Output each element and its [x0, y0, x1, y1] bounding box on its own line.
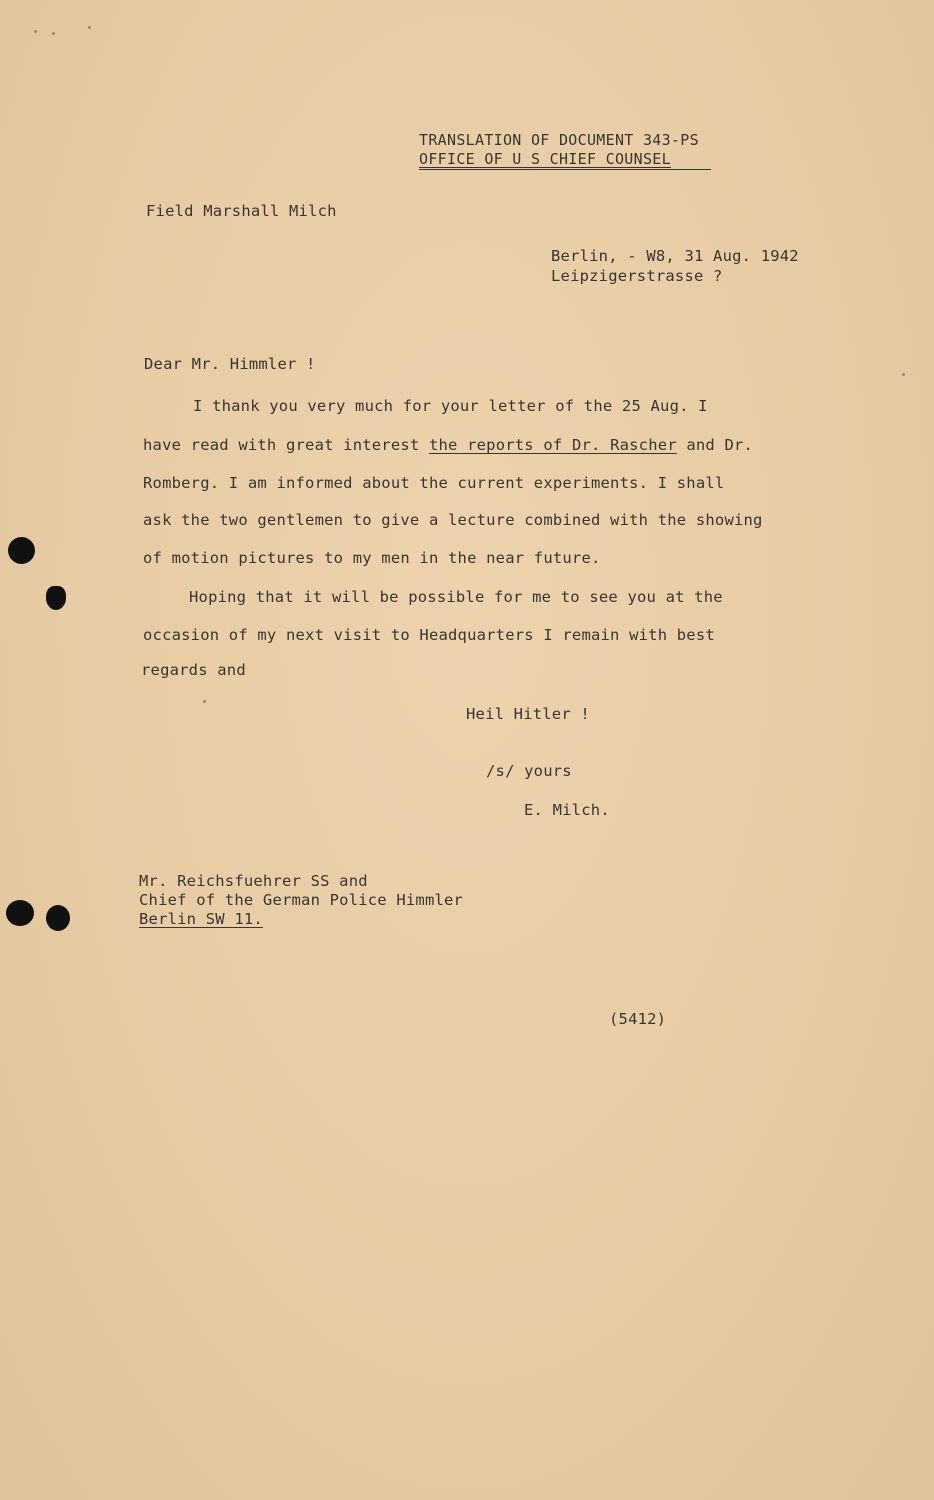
body-line: ask the two gentlemen to give a lecture combined with the showing	[143, 511, 763, 529]
punch-hole-bottom-right	[46, 905, 70, 931]
signature-line: /s/ yours	[486, 762, 572, 780]
document-header-title: TRANSLATION OF DOCUMENT 343-PS	[419, 131, 699, 149]
paper-speck	[88, 26, 91, 29]
paper-speck	[34, 30, 37, 33]
underlined-reports-text: the reports of Dr. Rascher	[428, 436, 677, 454]
header-underline	[419, 169, 711, 170]
recipient-title: Mr. Reichsfuehrer SS and	[139, 872, 368, 890]
signer-name: E. Milch.	[524, 801, 610, 819]
body-line: occasion of my next visit to Headquarters I remain with best	[143, 626, 715, 644]
body-line	[143, 436, 753, 454]
paper-speck	[203, 700, 206, 703]
sender-name: Field Marshall Milch	[146, 202, 337, 220]
body-line: Hoping that it will be possible for me to see you at the	[189, 588, 723, 606]
closing-greeting: Heil Hitler !	[466, 705, 590, 723]
document-number: (5412)	[609, 1010, 667, 1028]
document-header-office: OFFICE OF U S CHIEF COUNSEL	[419, 150, 671, 168]
punch-hole-bottom-left	[6, 900, 34, 926]
punch-hole-middle	[46, 586, 66, 610]
punch-hole-top	[8, 537, 35, 564]
body-line: Romberg. I am informed about the current experiments. I shall	[143, 474, 725, 492]
paper-speck	[902, 373, 905, 376]
street-address: Leipzigerstrasse ?	[551, 267, 723, 285]
place-date: Berlin, - W8, 31 Aug. 1942	[551, 247, 799, 265]
recipient-position: Chief of the German Police Himmler	[139, 891, 464, 909]
salutation: Dear Mr. Himmler !	[144, 355, 316, 373]
body-text: and Dr.	[676, 436, 754, 454]
body-line: I thank you very much for your letter of the 25 Aug. I	[193, 397, 708, 415]
paper-speck	[52, 32, 55, 35]
recipient-address: Berlin SW 11.	[139, 910, 263, 928]
body-line: of motion pictures to my men in the near future.	[143, 549, 601, 567]
body-line: regards and	[141, 661, 246, 679]
body-text: have read with great interest	[143, 436, 429, 454]
